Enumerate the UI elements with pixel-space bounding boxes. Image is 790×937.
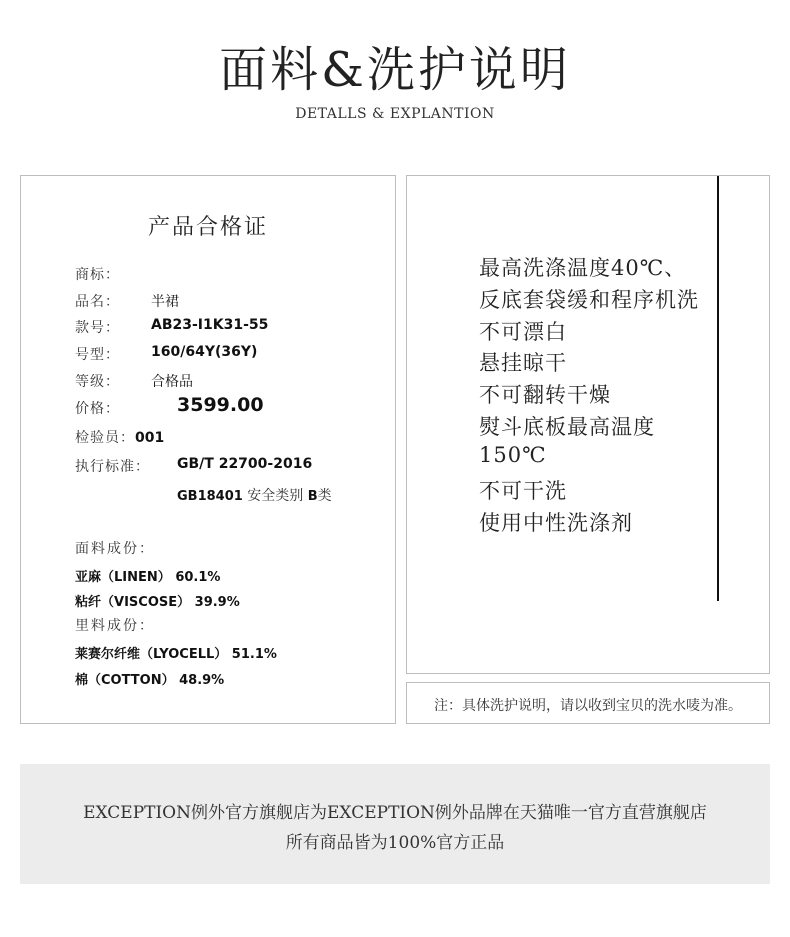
style-label: 款号： (75, 320, 120, 336)
inspector-value: 001 (135, 430, 165, 446)
style-row (75, 317, 269, 337)
size-row (75, 344, 258, 364)
page-header (0, 40, 790, 122)
name-value: 半裙 (151, 294, 179, 310)
label-edge-line (717, 176, 719, 601)
standard-safety-text: 安全类别 (247, 488, 304, 504)
lining-item: 棉（COTTON） 48.9% (75, 673, 225, 688)
footer-line-1: EXCEPTION例外官方旗舰店为EXCEPTION例外品牌在天猫唯一官方直营旗舰店 (83, 803, 707, 823)
lining-item: 莱赛尔纤维（LYOCELL） 51.1% (75, 647, 277, 662)
care-line: 熨斗底板最高温度 (479, 415, 655, 439)
product-certificate-card (20, 175, 396, 724)
inspector-row (75, 427, 164, 447)
care-line: 反底套袋缓和程序机洗 (479, 288, 699, 312)
care-line: 悬挂晾干 (479, 351, 567, 375)
care-note-text: 注：具体洗护说明，请以收到宝贝的洗水唛为准。 (434, 698, 742, 714)
fabric-label: 面料成份： (75, 541, 155, 557)
standard-class-suffix: 类 (317, 488, 332, 504)
brand-row (75, 264, 120, 284)
standard-code: GB18401 (177, 489, 243, 504)
grade-row (75, 371, 193, 391)
footer-line-2: 所有商品皆为100%官方正品 (285, 833, 505, 853)
fabric-item: 亚麻（LINEN） 60.1% (75, 570, 221, 585)
fabric-item: 粘纤（VISCOSE） 39.9% (75, 595, 240, 610)
care-line: 使用中性洗涤剂 (479, 511, 633, 535)
care-line: 150℃ (479, 443, 547, 467)
size-value: 160/64Y(36Y) (151, 344, 258, 360)
name-label: 品名： (75, 294, 120, 310)
page-subtitle: DETALLS & EXPLANTION (295, 106, 495, 122)
certificate-title: 产品合格证 (147, 215, 268, 240)
care-note-card (406, 682, 770, 724)
name-row (75, 291, 179, 311)
inspector-label: 检验员： (75, 430, 135, 446)
standard-row (75, 456, 313, 476)
style-value: AB23-I1K31-55 (151, 317, 269, 333)
care-line: 不可干洗 (479, 479, 567, 503)
price-row (75, 394, 264, 418)
care-line: 最高洗涤温度40℃、 (479, 256, 687, 280)
care-instructions-card (406, 175, 770, 674)
standard-value-1: GB/T 22700-2016 (177, 456, 313, 472)
standard-label: 执行标准： (75, 459, 150, 475)
lining-label: 里料成份： (75, 618, 155, 634)
price-label: 价格： (75, 401, 120, 417)
grade-value: 合格品 (151, 374, 193, 390)
standard-class: B (307, 489, 318, 504)
brand-label: 商标： (75, 267, 120, 283)
store-footer-banner (20, 764, 770, 884)
standard-row-2 (177, 485, 332, 505)
care-line: 不可翻转干燥 (479, 383, 611, 407)
care-line: 不可漂白 (479, 320, 567, 344)
price-value: 3599.00 (177, 394, 264, 416)
page-title: 面料&洗护说明 (219, 42, 571, 98)
size-label: 号型： (75, 347, 120, 363)
grade-label: 等级： (75, 374, 120, 390)
